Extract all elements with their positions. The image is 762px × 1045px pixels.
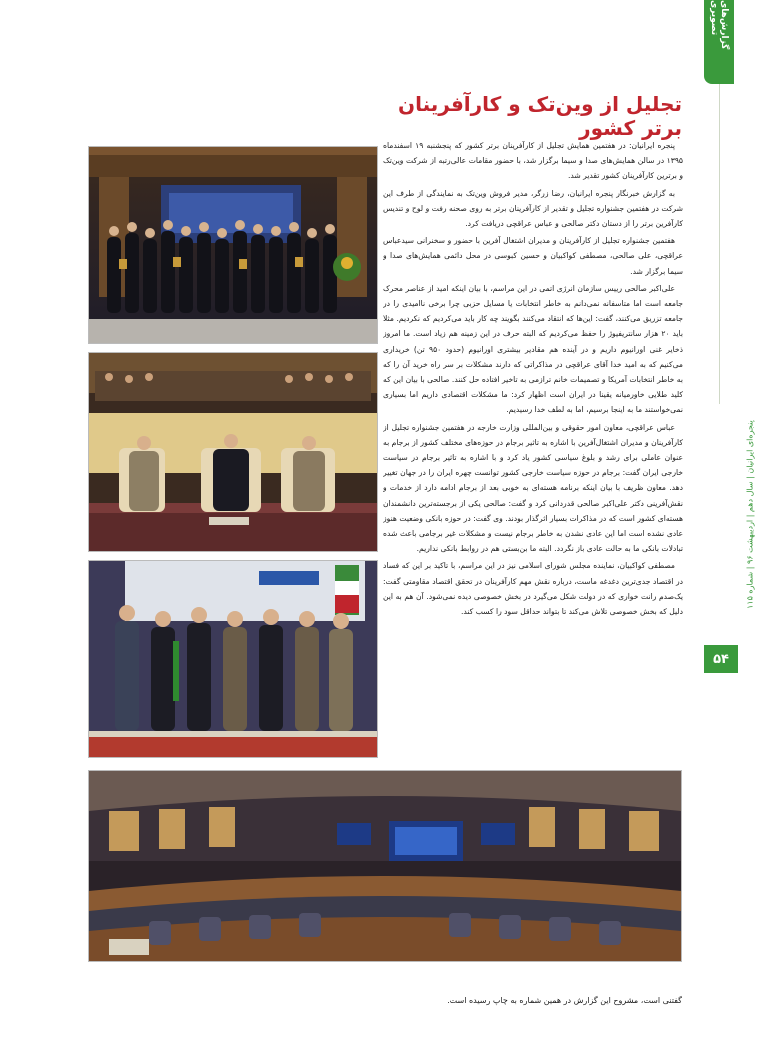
section-tab (704, 0, 734, 84)
article-body (383, 138, 683, 756)
article-title: تجلیل از وین‌تک و کارآفرینان برتر کشور (398, 92, 682, 140)
paragraph: علی‌اکبر صالحی رییس سازمان انرژی اتمی در این مراسم، با بیان اینکه امید از عناصر محرک جامعه است اما متاسفانه نمی‌دانم به خاطر انتخابات یا مسایل حزبی چرا برخی ناامیدی را در جامعه تزریق می‌کنند، گفت: این‌ها که انتقاد می‌کنند بگویند چه کار باید می‌کردیم که نکردیم. مثلا باید ۲۰ هزار سانتریفیوژ را حفظ می‌کردیم که البته حرف در این زمینه هم زیاد است. ما امروز ذخایر غنی اورانیوم داریم و در آینده هم مقادیر بیشتری اورانیوم (حدود ۹۵۰ تن) خریداری می‌کنیم که به امید خدا آقای عراقچی در مذاکراتی که دارند مشکلات بر سر راه خرید آن را که به خاطر انتخابات آمریکا و تصمیمات خانم ترازمی به تاخیر افتاده حل کنند. صالحی با بیان این که کلید طلایی خاورمیانه یقینا در ایران است اظهار کرد: ما مشکلات اقتصادی داریم اما بسیاری نمی‌خواستند ما به اینجا برسیم، اما به لطف خدا رسیدیم. (383, 283, 683, 415)
page-number: ۵۴ (704, 645, 738, 673)
paragraph: پنجره ایرانیان: در هفتمین همایش تجلیل از کارآفرینان برتر کشور که پنجشنبه ۱۹ اسفندماه ۱۳۹۵ در سالن همایش‌های صدا و سیما برگزار شد، با حضور مقامات عالی‌رتبه از شرکت وین‌تک و برترین کارآفرینان کشور تقدیر شد. (383, 141, 683, 181)
photo-seated-officials (88, 352, 378, 552)
paragraph: مصطفی کواکبیان، نماینده مجلس شورای اسلامی نیز در این مراسم، با تاکید بر این که فساد در اقتصاد جدی‌ترین دغدغه ماست، درباره نقش مهم کارآفرینان در تحقق اقتصاد مقاومتی گفت: یک‌صدم رانت خواری که در دولت شکل می‌گیرد در بخش خصوصی دیده نمی‌شود. آن هم به این دلیل که بخش خصوصی تلاش می‌کند تا بتواند حداقل سود را کسب کند. (383, 561, 683, 617)
issue-info: پنجره‌ای ایرانیان | سال دهم | اردیبهشت ۹۶ | شماره ۱۱۵ (745, 420, 755, 610)
side-divider (719, 84, 720, 404)
section-tab-label: گزارش‌های تصویری (709, 0, 729, 50)
paragraph: عباس عراقچی، معاون امور حقوقی و بین‌المللی وزارت خارجه در هفتمین جشنواره تجلیل از کارآفرینان و مدیران اشتغال‌آفرین با اشاره به تاثیر برجام در حوزه‌های مختلف کشور از برجام به عنوان عاملی برای رشد و بلوغ سیاسی کشور یاد کرد و با اشاره به تاثیر برجام در سیاست خارجی ایران گفت: برجام در حوزه سیاست خارجی کشور توانست چهره ایران را در جهان تغییر دهد. معاون ظریف با بیان اینکه برنامه هسته‌ای به خوبی بعد از برجام ادامه دارد از خدمات و نقش‌آفرینی دکتر علی‌اکبر صالحی قدردانی کرد و گفت: صالحی یکی از برجسته‌ترین دانشمندان هسته‌ای کشور است که در مذاکرات بسیار اثرگذار بودند. وی گفت: در حوزه بانکی وضعیت هنوز عادی نشده است اما این عادی نشدن به خاطر برجام نیست و مشکلات غیر برجامی باعث شده تبادلات بانکی ما به حالت عادی باز نگردد. البته ما بن‌بستی هم در روابط بانکی نداریم. (383, 422, 683, 554)
photo-award-holders (88, 560, 378, 758)
paragraph: به گزارش خبرنگار پنجره ایرانیان، رضا زرگر، مدیر فروش وین‌تک به نمایندگی از طرف این شرکت در هفتمین جشنواره تجلیل و تقدیر از کارآفرینان برتر به روی صحنه رفت و لوح و تندیس کارآفرین برتر را از دستان دکتر صالحی و عباس عراقچی دریافت کرد. (383, 188, 683, 229)
photo-conference-hall (88, 770, 682, 962)
paragraph: هفتمین جشنواره تجلیل از کارآفرینان و مدیران اشتغال آفرین با حضور و سخنرانی سیدعباس عراقچی، علی صالحی، مصطفی کواکبیان و حسین کبوسی در محل دائمی همایش‌های صدا و سیما برگزار شد. (383, 236, 683, 276)
photo-award-group (88, 146, 378, 344)
footer-note: گفتنی است، مشروح این گزارش در همین شماره به چاپ رسیده است. (447, 996, 682, 1005)
